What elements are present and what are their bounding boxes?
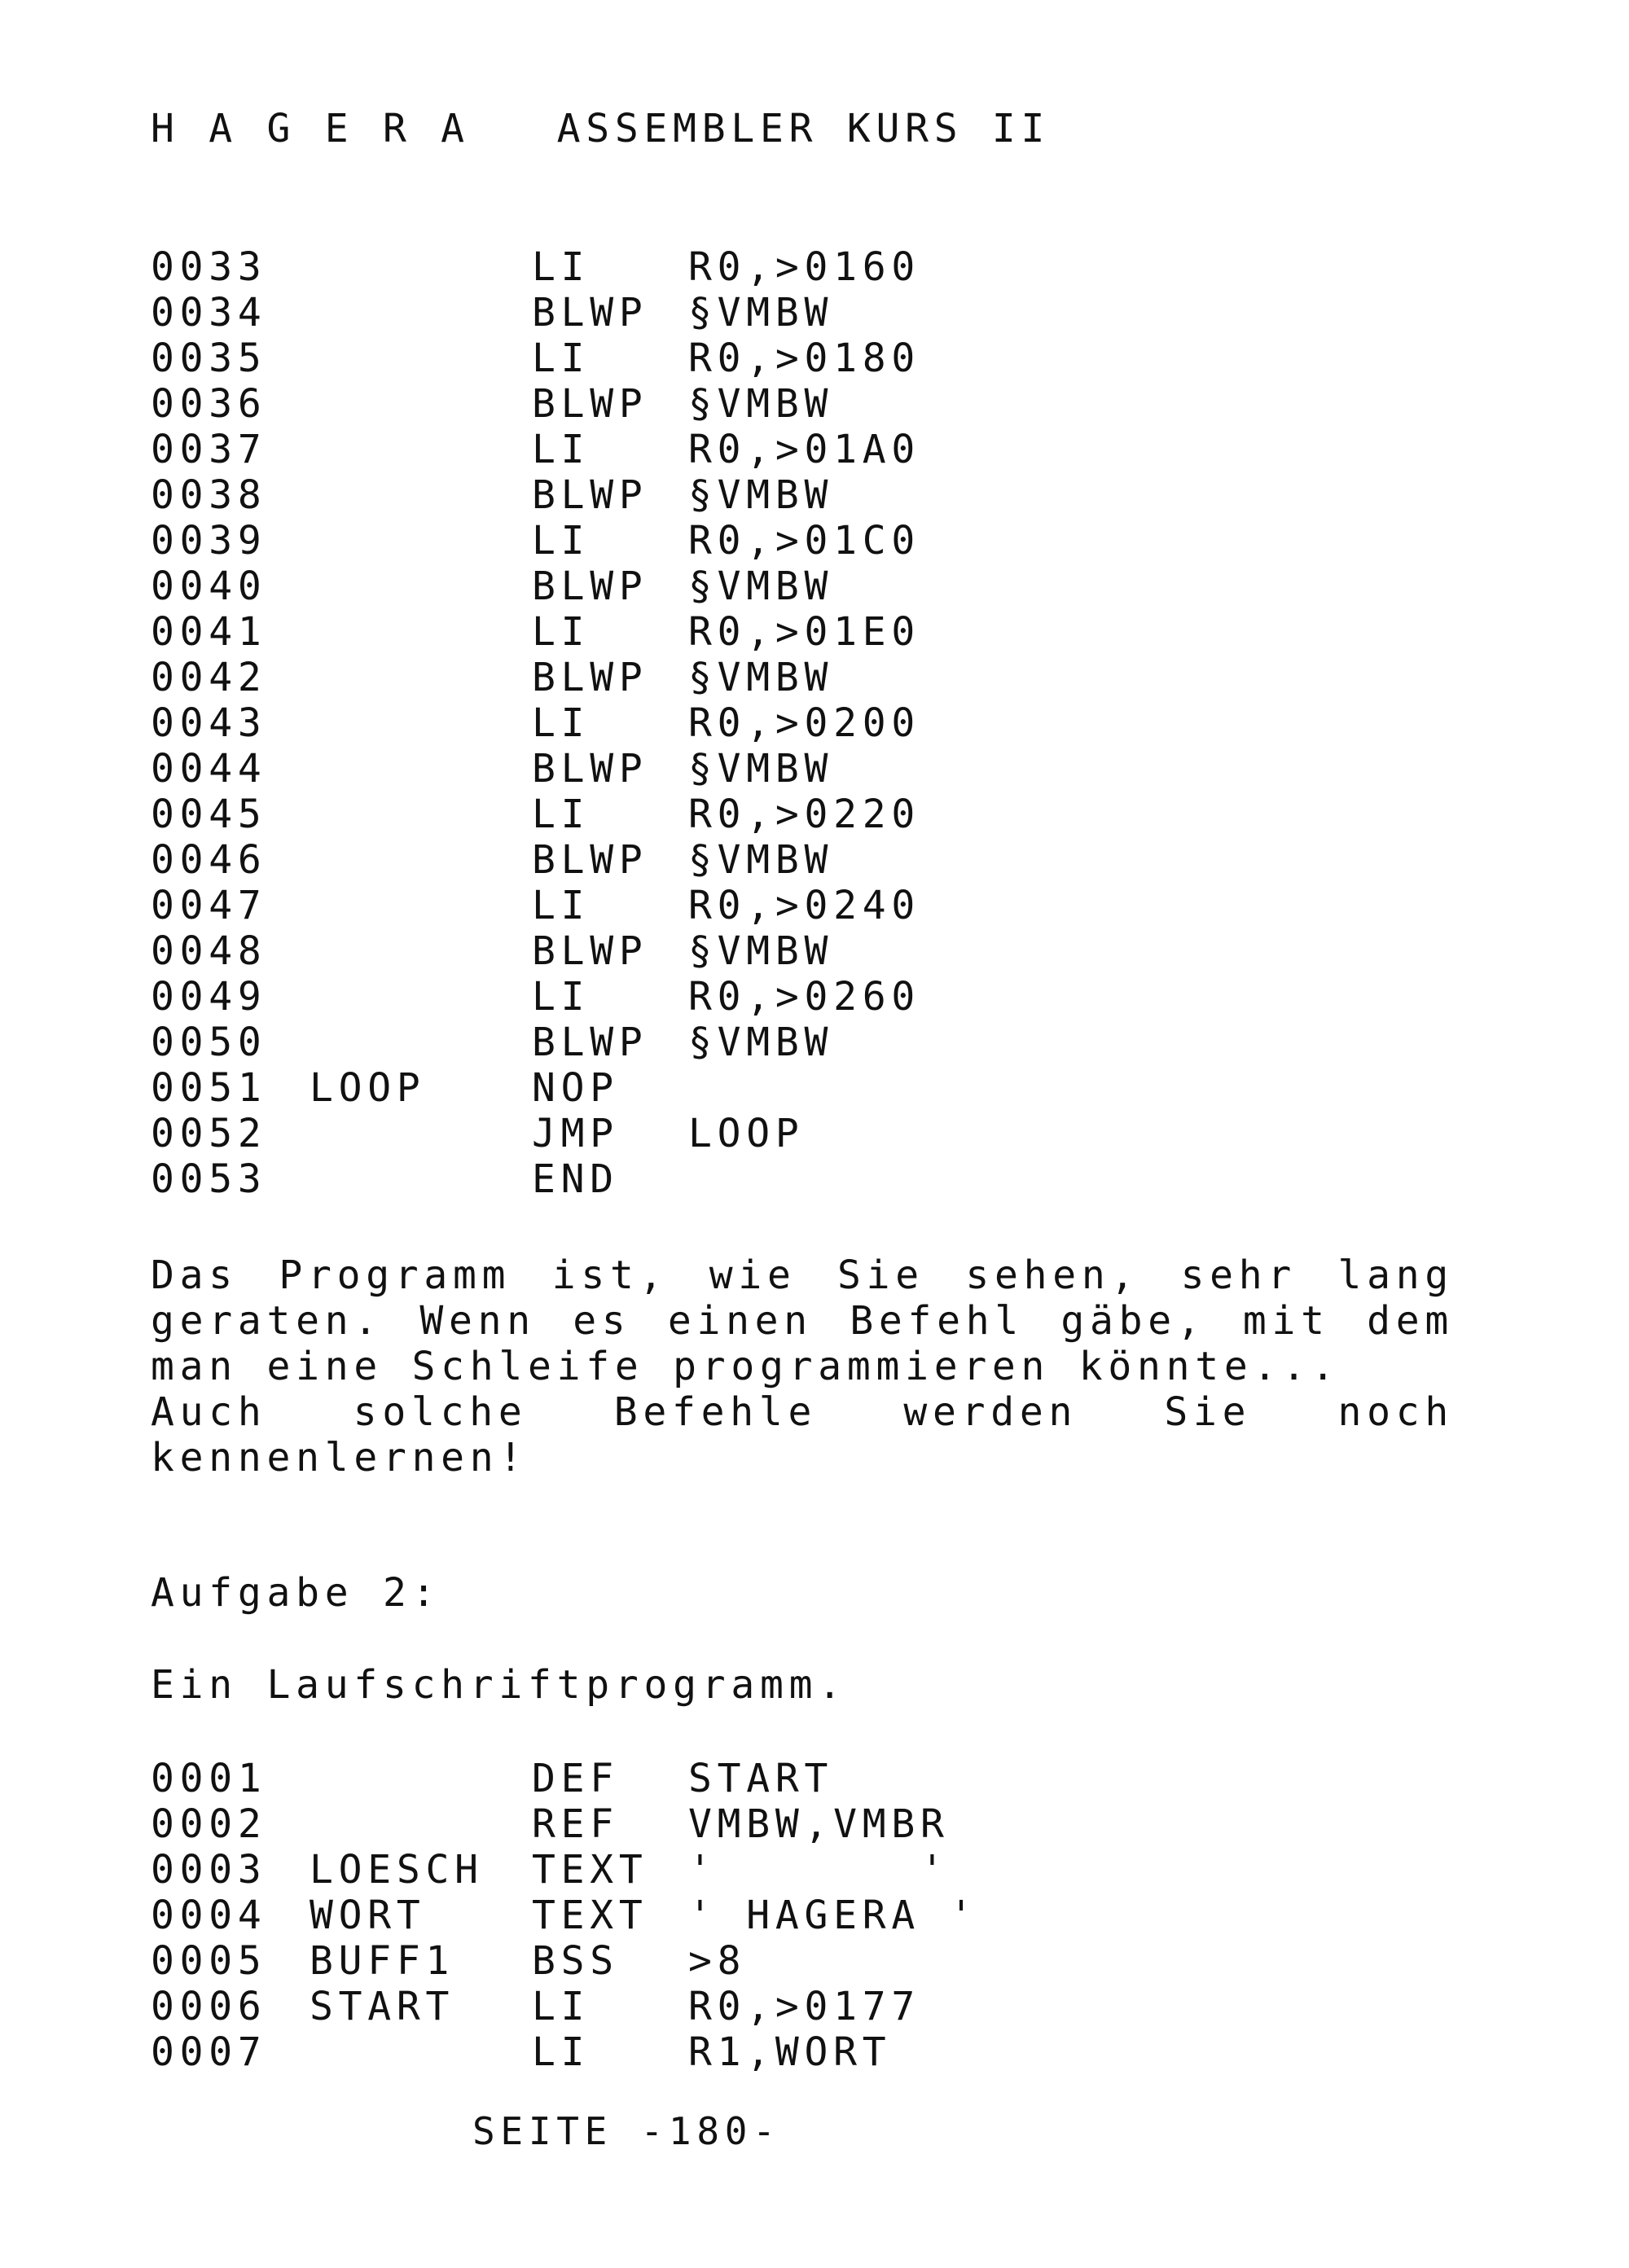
code-operand: §VMBW (688, 290, 834, 336)
prose-block (151, 1252, 1454, 1481)
code-opcode: BLWP (532, 928, 648, 974)
code-operand: VMBW,VMBR (688, 1801, 950, 1847)
prose-paragraph: Das Programm ist, wie Sie sehen, sehr lang geraten. Wenn es einen Befehl gäbe, mit dem man eine Schleife programmieren könnte... (151, 1252, 1454, 1389)
code-label: LOESCH (310, 1847, 484, 1893)
code-operand: R0,>0177 (688, 1984, 920, 2029)
line-number: 0036 (151, 381, 267, 427)
code-operand: R0,>0180 (688, 336, 920, 381)
code-opcode: TEXT (532, 1847, 648, 1893)
code-operand: ' ' (688, 1847, 950, 1893)
code-operand: LOOP (688, 1111, 805, 1156)
code-operand: R0,>0240 (688, 883, 920, 928)
code-operand: §VMBW (688, 928, 834, 974)
code-opcode: TEXT (532, 1893, 648, 1938)
line-number: 0002 (151, 1801, 267, 1847)
line-number: 0039 (151, 518, 267, 564)
line-number: 0047 (151, 883, 267, 928)
line-number: 0051 (151, 1065, 267, 1111)
code-opcode: REF (532, 1801, 619, 1847)
code-opcode: BLWP (532, 564, 648, 609)
code-opcode: LI (532, 700, 591, 746)
line-number: 0043 (151, 700, 267, 746)
code-opcode: END (532, 1156, 619, 1202)
code-operand: §VMBW (688, 1020, 834, 1065)
line-number: 0001 (151, 1756, 267, 1801)
line-number: 0046 (151, 837, 267, 883)
code-opcode: BLWP (532, 290, 648, 336)
code-operand: R0,>0220 (688, 792, 920, 837)
code-label: START (310, 1984, 455, 2029)
code-opcode: LI (532, 883, 591, 928)
line-number: 0049 (151, 974, 267, 1020)
code-opcode: LI (532, 244, 591, 290)
code-operand: §VMBW (688, 837, 834, 883)
line-number: 0004 (151, 1893, 267, 1938)
code-label: WORT (310, 1893, 426, 1938)
code-operand: R1,WORT (688, 2029, 892, 2075)
code-operand: R0,>01A0 (688, 427, 920, 472)
code-opcode: BSS (532, 1938, 619, 1984)
code-label: BUFF1 (310, 1938, 455, 1984)
code-operand: START (688, 1756, 834, 1801)
line-number: 0050 (151, 1020, 267, 1065)
task-heading: Aufgabe 2: (151, 1570, 441, 1616)
page-title: H A G E R A ASSEMBLER KURS II (151, 106, 1051, 151)
code-operand: R0,>01E0 (688, 609, 920, 655)
line-number: 0038 (151, 472, 267, 518)
code-operand: R0,>0200 (688, 700, 920, 746)
prose-paragraph: Auch solche Befehle werden Sie noch kennenlernen! (151, 1389, 1454, 1481)
code-opcode: BLWP (532, 472, 648, 518)
code-operand: §VMBW (688, 564, 834, 609)
code-opcode: LI (532, 518, 591, 564)
line-number: 0033 (151, 244, 267, 290)
line-number: 0041 (151, 609, 267, 655)
code-operand: §VMBW (688, 655, 834, 700)
code-operand: ' HAGERA ' (688, 1893, 979, 1938)
code-operand: >8 (688, 1938, 747, 1984)
line-number: 0003 (151, 1847, 267, 1893)
line-number: 0037 (151, 427, 267, 472)
line-number: 0052 (151, 1111, 267, 1156)
code-operand: R0,>0260 (688, 974, 920, 1020)
line-number: 0007 (151, 2029, 267, 2075)
code-operand: §VMBW (688, 381, 834, 427)
code-operand: R0,>0160 (688, 244, 920, 290)
code-operand: §VMBW (688, 472, 834, 518)
code-opcode: BLWP (532, 1020, 648, 1065)
code-operand: §VMBW (688, 746, 834, 792)
code-opcode: DEF (532, 1756, 619, 1801)
code-opcode: LI (532, 792, 591, 837)
line-number: 0048 (151, 928, 267, 974)
code-operand: R0,>01C0 (688, 518, 920, 564)
line-number: 0053 (151, 1156, 267, 1202)
line-number: 0035 (151, 336, 267, 381)
code-opcode: JMP (532, 1111, 619, 1156)
line-number: 0045 (151, 792, 267, 837)
code-opcode: BLWP (532, 381, 648, 427)
code-opcode: LI (532, 974, 591, 1020)
code-opcode: LI (532, 336, 591, 381)
line-number: 0040 (151, 564, 267, 609)
code-opcode: LI (532, 609, 591, 655)
line-number: 0006 (151, 1984, 267, 2029)
task-subtitle: Ein Laufschriftprogramm. (151, 1662, 847, 1708)
code-opcode: LI (532, 1984, 591, 2029)
code-opcode: LI (532, 2029, 591, 2075)
code-opcode: BLWP (532, 837, 648, 883)
line-number: 0034 (151, 290, 267, 336)
code-opcode: BLWP (532, 746, 648, 792)
line-number: 0044 (151, 746, 267, 792)
code-opcode: LI (532, 427, 591, 472)
code-opcode: NOP (532, 1065, 619, 1111)
code-label: LOOP (310, 1065, 426, 1111)
line-number: 0042 (151, 655, 267, 700)
code-opcode: BLWP (532, 655, 648, 700)
line-number: 0005 (151, 1938, 267, 1984)
page-number: SEITE -180- (472, 2109, 781, 2153)
